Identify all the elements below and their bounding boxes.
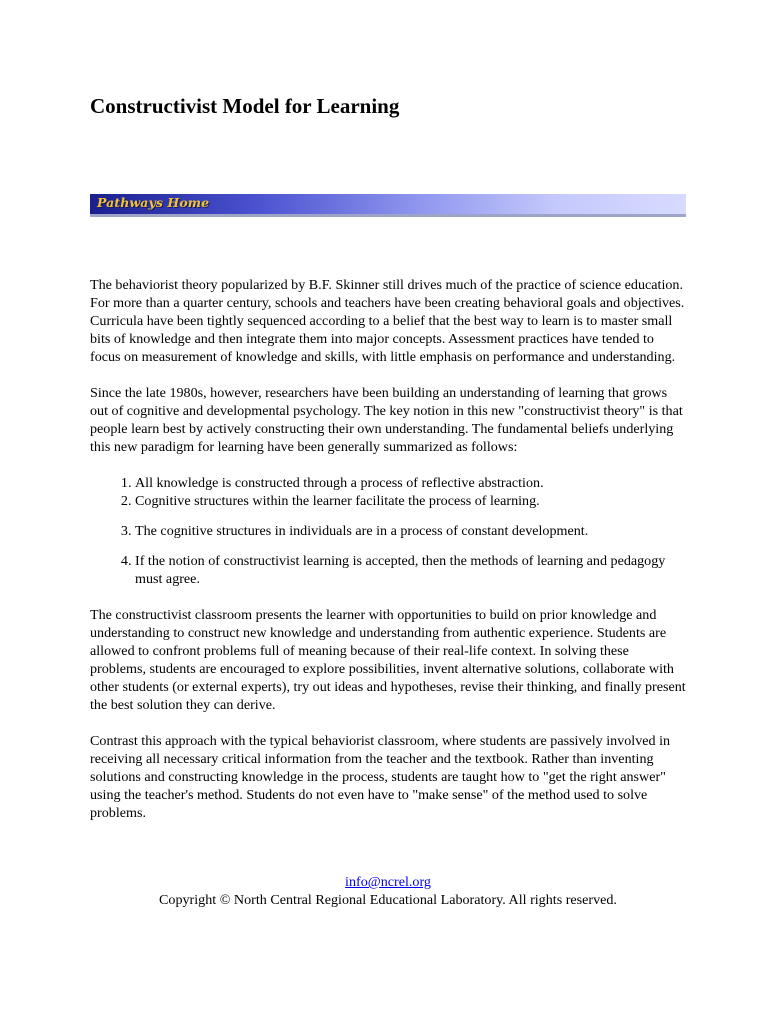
pathways-banner bbox=[90, 194, 686, 217]
list-item: 4. If the notion of constructivist learning is accepted, then the methods of learning and pedagogy must agree. bbox=[135, 552, 686, 588]
page-footer bbox=[90, 873, 686, 909]
pathways-home-link[interactable]: Pathways Home bbox=[97, 195, 210, 210]
paragraph-behaviorist-classroom: Contrast this approach with the typical behaviorist classroom, where students are passively involved in receiving all necessary critical information from the teacher and the textbook. Rather than inventing solutions and constructing knowledge in the process, students are taught how to "get the right answer" using the teacher's method. Students do not even have to "make sense" of the method used to solve problems. bbox=[90, 733, 671, 821]
list-item: 3. The cognitive structures in individuals are in a process of constant development. bbox=[135, 522, 686, 540]
beliefs-list-wrapper bbox=[90, 474, 686, 588]
paragraph-behaviorist-theory: The behaviorist theory popularized by B.F. Skinner still drives much of the practice of science education. For more than a quarter century, schools and teachers have been creating behavioral goals and objectives. Curricula have been tightly sequenced according to a belief that the best way to learn is to master small bits of knowledge and then integrate them into major concepts. Assessment practices have tended to focus on measurement of knowledge and skills, with little emphasis on performance and understanding. bbox=[90, 277, 685, 365]
beliefs-list bbox=[90, 474, 686, 588]
list-item: 2. Cognitive structures within the learner facilitate the process of learning. bbox=[135, 492, 686, 510]
page-title: Constructivist Model for Learning bbox=[90, 94, 400, 118]
list-item: 1. All knowledge is constructed through a process of reflective abstraction. bbox=[135, 474, 686, 492]
article-body bbox=[90, 276, 686, 822]
paragraph-constructivist-theory: Since the late 1980s, however, researchers have been building an understanding of learning that grows out of cognitive and developmental psychology. The key notion in this new "constructivist theory" is that people learn best by actively constructing their own understanding. The fundamental beliefs underlying this new paradigm for learning have been generally summarized as follows: bbox=[90, 385, 683, 455]
copyright-text: Copyright © North Central Regional Educational Laboratory. All rights reserved. bbox=[159, 892, 617, 908]
paragraph-constructivist-classroom: The constructivist classroom presents the learner with opportunities to build on prior knowledge and understanding to construct new knowledge and understanding from authentic experience. Students are allowed to confront problems full of meaning because of their real-life context. In solving these problems, students are encouraged to explore possibilities, invent alternative solutions, collaborate with other students (or external experts), try out ideas and hypotheses, revise their thinking, and finally present the best solution they can derive. bbox=[90, 607, 686, 713]
email-link[interactable]: info@ncrel.org bbox=[345, 874, 431, 890]
